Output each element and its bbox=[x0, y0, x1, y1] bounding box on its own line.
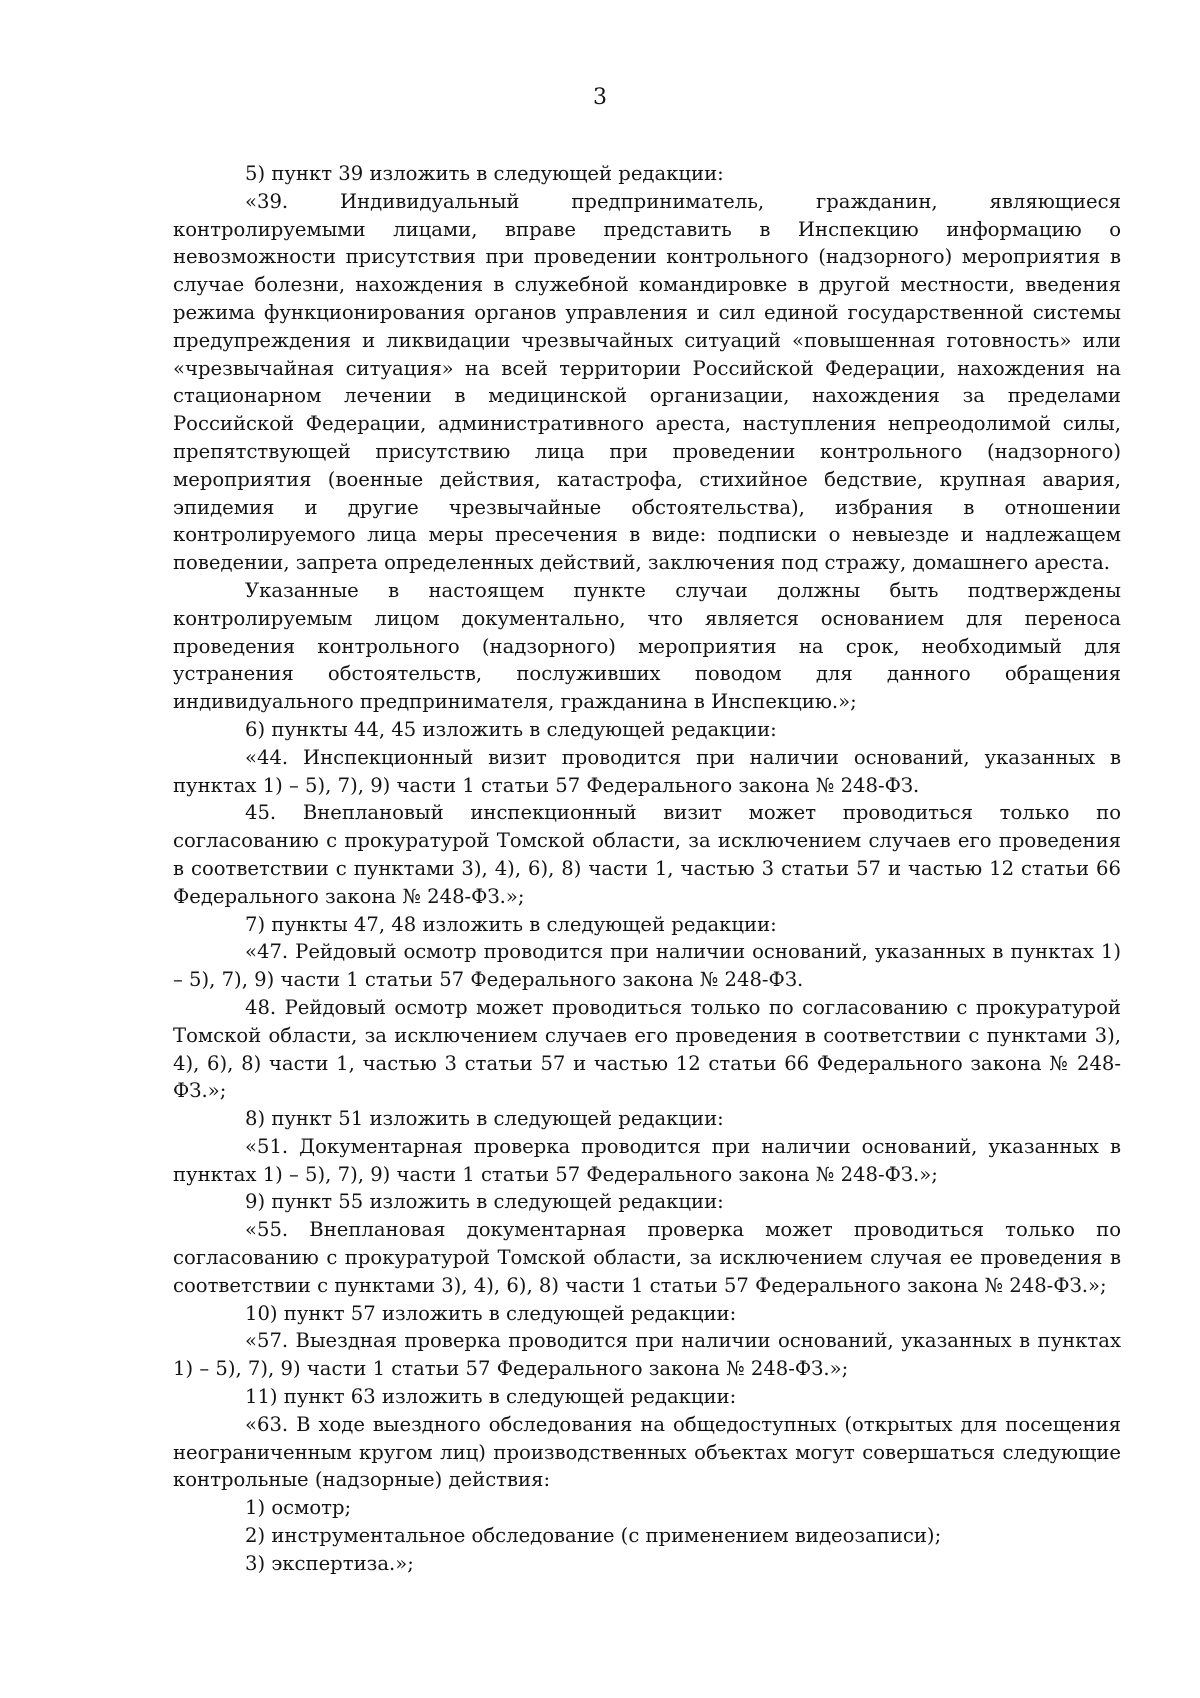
paragraph-item-11-intro: 11) пункт 63 изложить в следующей редакции: bbox=[245, 1385, 737, 1409]
paragraph-item-10-intro: 10) пункт 57 изложить в следующей редакции: bbox=[245, 1301, 737, 1325]
paragraph-clause-57: «57. Выездная проверка проводится при наличии оснований, указанных в пунктах 1) – 5), 7), 9) части 1 статьи 57 Федерального закона № 248-ФЗ.»; bbox=[173, 1329, 1121, 1381]
list-item-expertise: 3) экспертиза.»; bbox=[245, 1551, 414, 1575]
paragraph-clause-39: «39. Индивидуальный предприниматель, гражданин, являющиеся контролируемыми лицами, вправе представить в Инспекцию информацию о невозможности присутствия при проведении контрольного (надзорного) мероприятия в случае болезни, нахождения в служебной командировке в другой местности, введения режима функционирования органов управления и сил единой государственной системы предупреждения и ликвидации чрезвычайных ситуаций «повышенная готовность» или «чрезвычайная ситуация» на всей территории Российской Федерации, нахождения на стационарном лечении в медицинской организации, нахождения за пределами Российской Федерации, административного ареста, наступления непреодолимой силы, препятствующей присутствию лица при проведении контрольного (надзорного) мероприятия (военные действия, катастрофа, стихийное бедствие, крупная авария, эпидемия и другие чрезвычайные обстоятельства), избрания в отношении контролируемого лица меры пресечения в виде: подписки о невыезде и надлежащем поведении, запрета определенных действий, заключения под стражу, домашнего ареста. bbox=[173, 189, 1121, 575]
paragraph-item-7-intro: 7) пункты 47, 48 изложить в следующей редакции: bbox=[245, 912, 777, 936]
list-item-instrumental-survey: 2) инструментальное обследование (с применением видеозаписи); bbox=[245, 1524, 942, 1548]
paragraph-item-6-intro: 6) пункты 44, 45 изложить в следующей редакции: bbox=[245, 717, 777, 741]
paragraph-item-9-intro: 9) пункт 55 изложить в следующей редакции: bbox=[245, 1190, 724, 1214]
list-item-inspection: 1) осмотр; bbox=[245, 1496, 352, 1520]
document-body bbox=[173, 160, 1121, 1578]
paragraph-clause-48: 48. Рейдовый осмотр может проводиться только по согласованию с прокуратурой Томской области, за исключением случаев его проведения в соответствии с пунктами 3), 4), 6), 8) части 1, частью 3 статьи 57 и частью 12 статьи 66 Федерального закона № 248-ФЗ.»; bbox=[173, 995, 1121, 1103]
paragraph-clause-44: «44. Инспекционный визит проводится при наличии оснований, указанных в пунктах 1) – 5), 7), 9) части 1 статьи 57 Федерального закона № 248-ФЗ. bbox=[173, 745, 1121, 797]
paragraph-clause-63: «63. В ходе выездного обследования на общедоступных (открытых для посещения неограниченным кругом лиц) производственных объектах могут совершаться следующие контрольные (надзорные) действия: bbox=[173, 1412, 1121, 1492]
paragraph-clause-39-continuation: Указанные в настоящем пункте случаи должны быть подтверждены контролируемым лицом документально, что является основанием для переноса проведения контрольного (надзорного) мероприятия на срок, необходимый для устранения обстоятельств, послуживших поводом для данного обращения индивидуального предпринимателя, гражданина в Инспекцию.»; bbox=[173, 578, 1121, 714]
paragraph-clause-51: «51. Документарная проверка проводится при наличии оснований, указанных в пунктах 1) – 5), 7), 9) части 1 статьи 57 Федерального закона № 248-ФЗ.»; bbox=[173, 1134, 1121, 1186]
page-number: 3 bbox=[593, 85, 607, 110]
paragraph-item-5-intro: 5) пункт 39 изложить в следующей редакции: bbox=[245, 162, 724, 185]
paragraph-clause-45: 45. Внеплановый инспекционный визит может проводиться только по согласованию с прокуратурой Томской области, за исключением случаев его проведения в соответствии с пунктами 3), 4), 6), 8) части 1, частью 3 статьи 57 и частью 12 статьи 66 Федерального закона № 248-ФЗ.»; bbox=[173, 801, 1121, 908]
paragraph-item-8-intro: 8) пункт 51 изложить в следующей редакции: bbox=[245, 1107, 724, 1131]
paragraph-clause-47: «47. Рейдовый осмотр проводится при наличии оснований, указанных в пунктах 1) – 5), 7), 9) части 1 статьи 57 Федерального закона № 248-ФЗ. bbox=[173, 940, 1121, 992]
paragraph-clause-55: «55. Внеплановая документарная проверка может проводиться только по согласованию с прокуратурой Томской области, за исключением случая ее проведения в соответствии с пунктами 3), 4), 6), 8) части 1 статьи 57 Федерального закона № 248-ФЗ.»; bbox=[173, 1218, 1121, 1297]
